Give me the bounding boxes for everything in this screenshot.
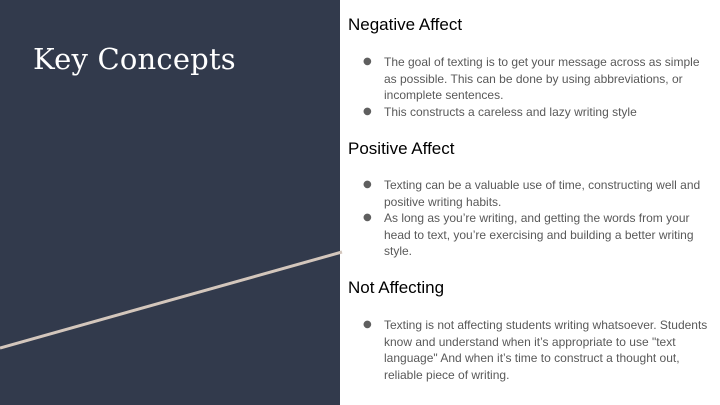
section-heading-negative-affect: Negative Affect (348, 15, 463, 34)
bullet-dot-icon: ● (363, 179, 372, 190)
bullet-text: This constructs a careless and lazy writing style (384, 104, 637, 119)
list-item (340, 104, 720, 121)
list-item (340, 210, 720, 260)
list-item (340, 177, 720, 210)
content-panel (340, 0, 720, 405)
section-heading-not-affecting: Not Affecting (348, 278, 445, 297)
accent-line-stroke (0, 252, 342, 348)
list-item (340, 54, 720, 104)
bullet-list-negative-affect (340, 54, 720, 120)
bullet-dot-icon: ● (363, 56, 372, 67)
slide-title: Key Concepts (33, 42, 236, 76)
bullet-dot-icon: ● (363, 105, 372, 117)
bullet-dot-icon: ● (363, 319, 372, 330)
bullet-text: Texting is not affecting students writing whatsoever. Students know and understand when it’s appropriate to use "text language" And when it’s time to construct a thought out, reliable piece of writing. (384, 318, 708, 382)
bullet-dot-icon: ● (363, 212, 372, 224)
section-heading-positive-affect: Positive Affect (348, 139, 455, 158)
bullet-text: Texting can be a valuable use of time, constructing well and positive writing habits. (384, 178, 701, 209)
bullet-text: As long as you’re writing, and getting the words from your head to text, you’re exercising and building a better writing style. (384, 211, 694, 259)
bullet-text: The goal of texting is to get your message across as simple as possible. This can be done by using abbreviations, or incomplete sentences. (384, 55, 700, 103)
bullet-list-positive-affect (340, 177, 720, 260)
bullet-list-not-affecting (340, 317, 720, 383)
list-item (340, 317, 720, 383)
